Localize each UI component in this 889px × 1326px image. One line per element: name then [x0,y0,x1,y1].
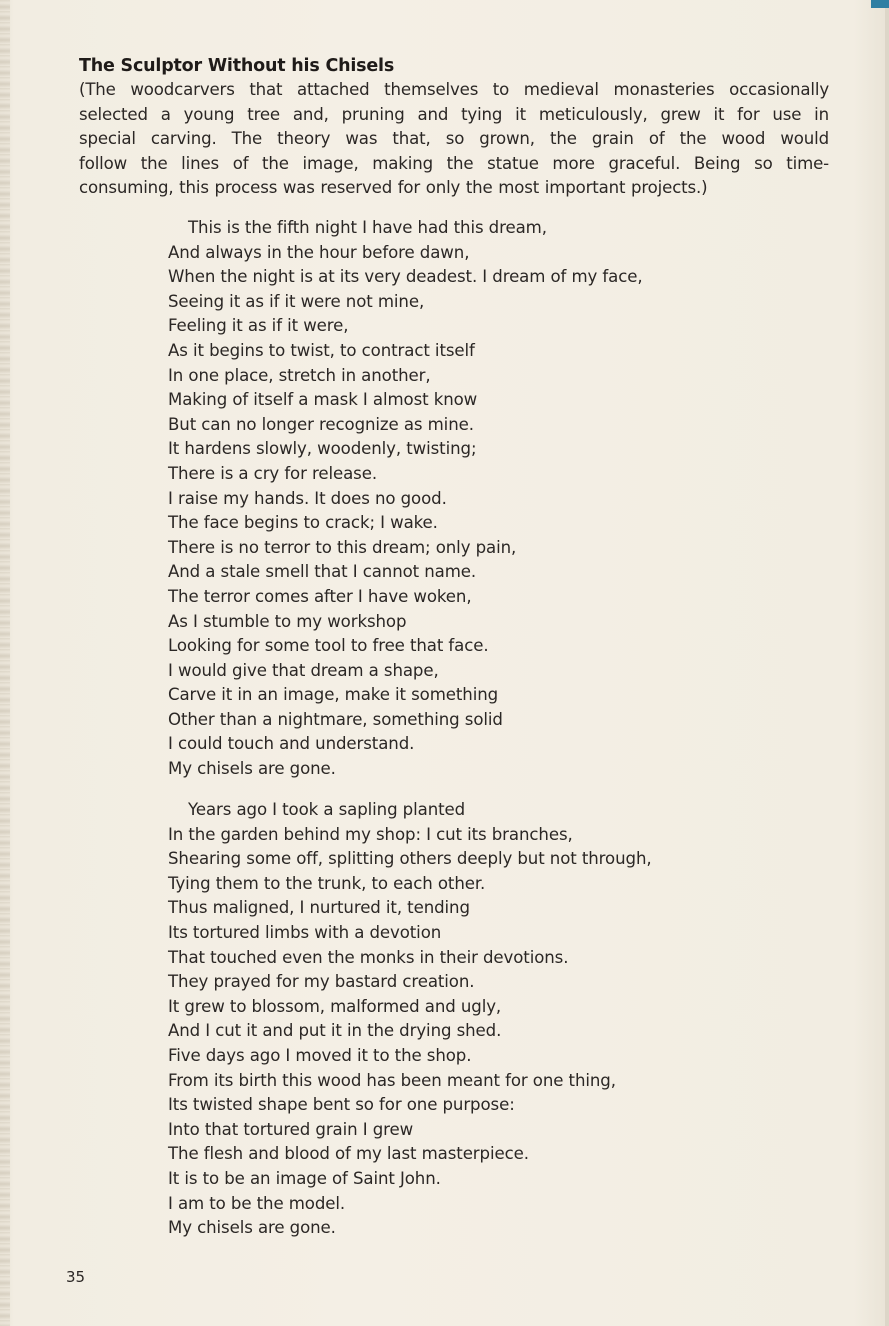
poem-line: And always in the hour before dawn, [168,242,470,262]
intro-line: selected a young tree and, pruning and tying it meticulously, grew it for use in [79,104,829,124]
poem-line: And I cut it and put it in the drying shed. [168,1021,502,1041]
poem-line: Seeing it as if it were not mine, [168,291,425,311]
poem-line: When the night is at its very deadest. I dream of my face, [168,267,643,287]
poem-line: There is a cry for release. [168,463,377,483]
poem-line: I could touch and understand. [168,734,415,754]
poem-line: Tying them to the trunk, to each other. [168,873,486,893]
poem-line: It is to be an image of Saint John. [168,1168,441,1188]
poem-line: In one place, stretch in another, [168,365,431,385]
corner-color-mark [871,0,889,8]
intro-line: (The woodcarvers that attached themselves to medieval monasteries occasionally [79,80,829,99]
poem-line: And a stale smell that I cannot name. [168,562,477,582]
intro-line: consuming, this process was reserved for only the most important projects.) [79,178,708,198]
page-number: 35 [66,1268,86,1286]
poem-line: This is the fifth night I have had this dream, [188,218,547,237]
poem-line: Other than a nightmare, something solid [168,709,503,729]
poem-title: The Sculptor Without his Chisels [79,56,395,76]
intro-line: follow the lines of the image, making the statue more graceful. Being so time- [79,153,829,173]
poem-line: I raise my hands. It does no good. [168,488,447,508]
poem-line: It grew to blossom, malformed and ugly, [168,996,502,1016]
poem-line: As it begins to twist, to contract itself [168,340,475,360]
poem-line: I would give that dream a shape, [168,660,439,680]
poem-line: Thus maligned, I nurtured it, tending [168,898,470,918]
poem-line: Making of itself a mask I almost know [168,390,478,410]
page-right-edge [885,8,889,1326]
intro-line: special carving. The theory was that, so grown, the grain of the wood would [79,129,829,149]
poem-line: Shearing some off, splitting others deeply but not through, [168,849,652,869]
poem-line: As I stumble to my workshop [168,611,407,631]
poem-line: Its tortured limbs with a devotion [168,922,442,942]
poem-line: It hardens slowly, woodenly, twisting; [168,439,477,459]
poem-line: Its twisted shape bent so for one purpose: [168,1095,515,1115]
stanza-2 [168,798,652,1241]
poem-line: Years ago I took a sapling planted [188,800,466,819]
poem-line: That touched even the monks in their devotions. [168,947,569,967]
poem-line: Feeling it as if it were, [168,316,349,336]
poem-line: My chisels are gone. [168,1218,336,1238]
poem-line: In the garden behind my shop: I cut its branches, [168,824,573,844]
poem-line: The terror comes after I have woken, [168,586,472,606]
poem-line: But can no longer recognize as mine. [168,414,474,434]
poem-line: They prayed for my bastard creation. [168,972,475,992]
poem-line: From its birth this wood has been meant for one thing, [168,1070,616,1090]
poem-line: There is no terror to this dream; only pain, [168,537,517,557]
page-binding-edge [0,0,10,1326]
stanza-1 [168,216,643,782]
poem-line: Looking for some tool to free that face. [168,636,489,656]
poem-line: I am to be the model. [168,1193,346,1213]
poem-line: My chisels are gone. [168,759,336,779]
poem-line: Five days ago I moved it to the shop. [168,1045,472,1065]
poem-line: Into that tortured grain I grew [168,1119,414,1139]
poem-line: The face begins to crack; I wake. [168,513,438,533]
intro-note [79,78,829,201]
poem-line: The flesh and blood of my last masterpiece. [168,1144,529,1164]
poem-line: Carve it in an image, make it something [168,685,499,705]
